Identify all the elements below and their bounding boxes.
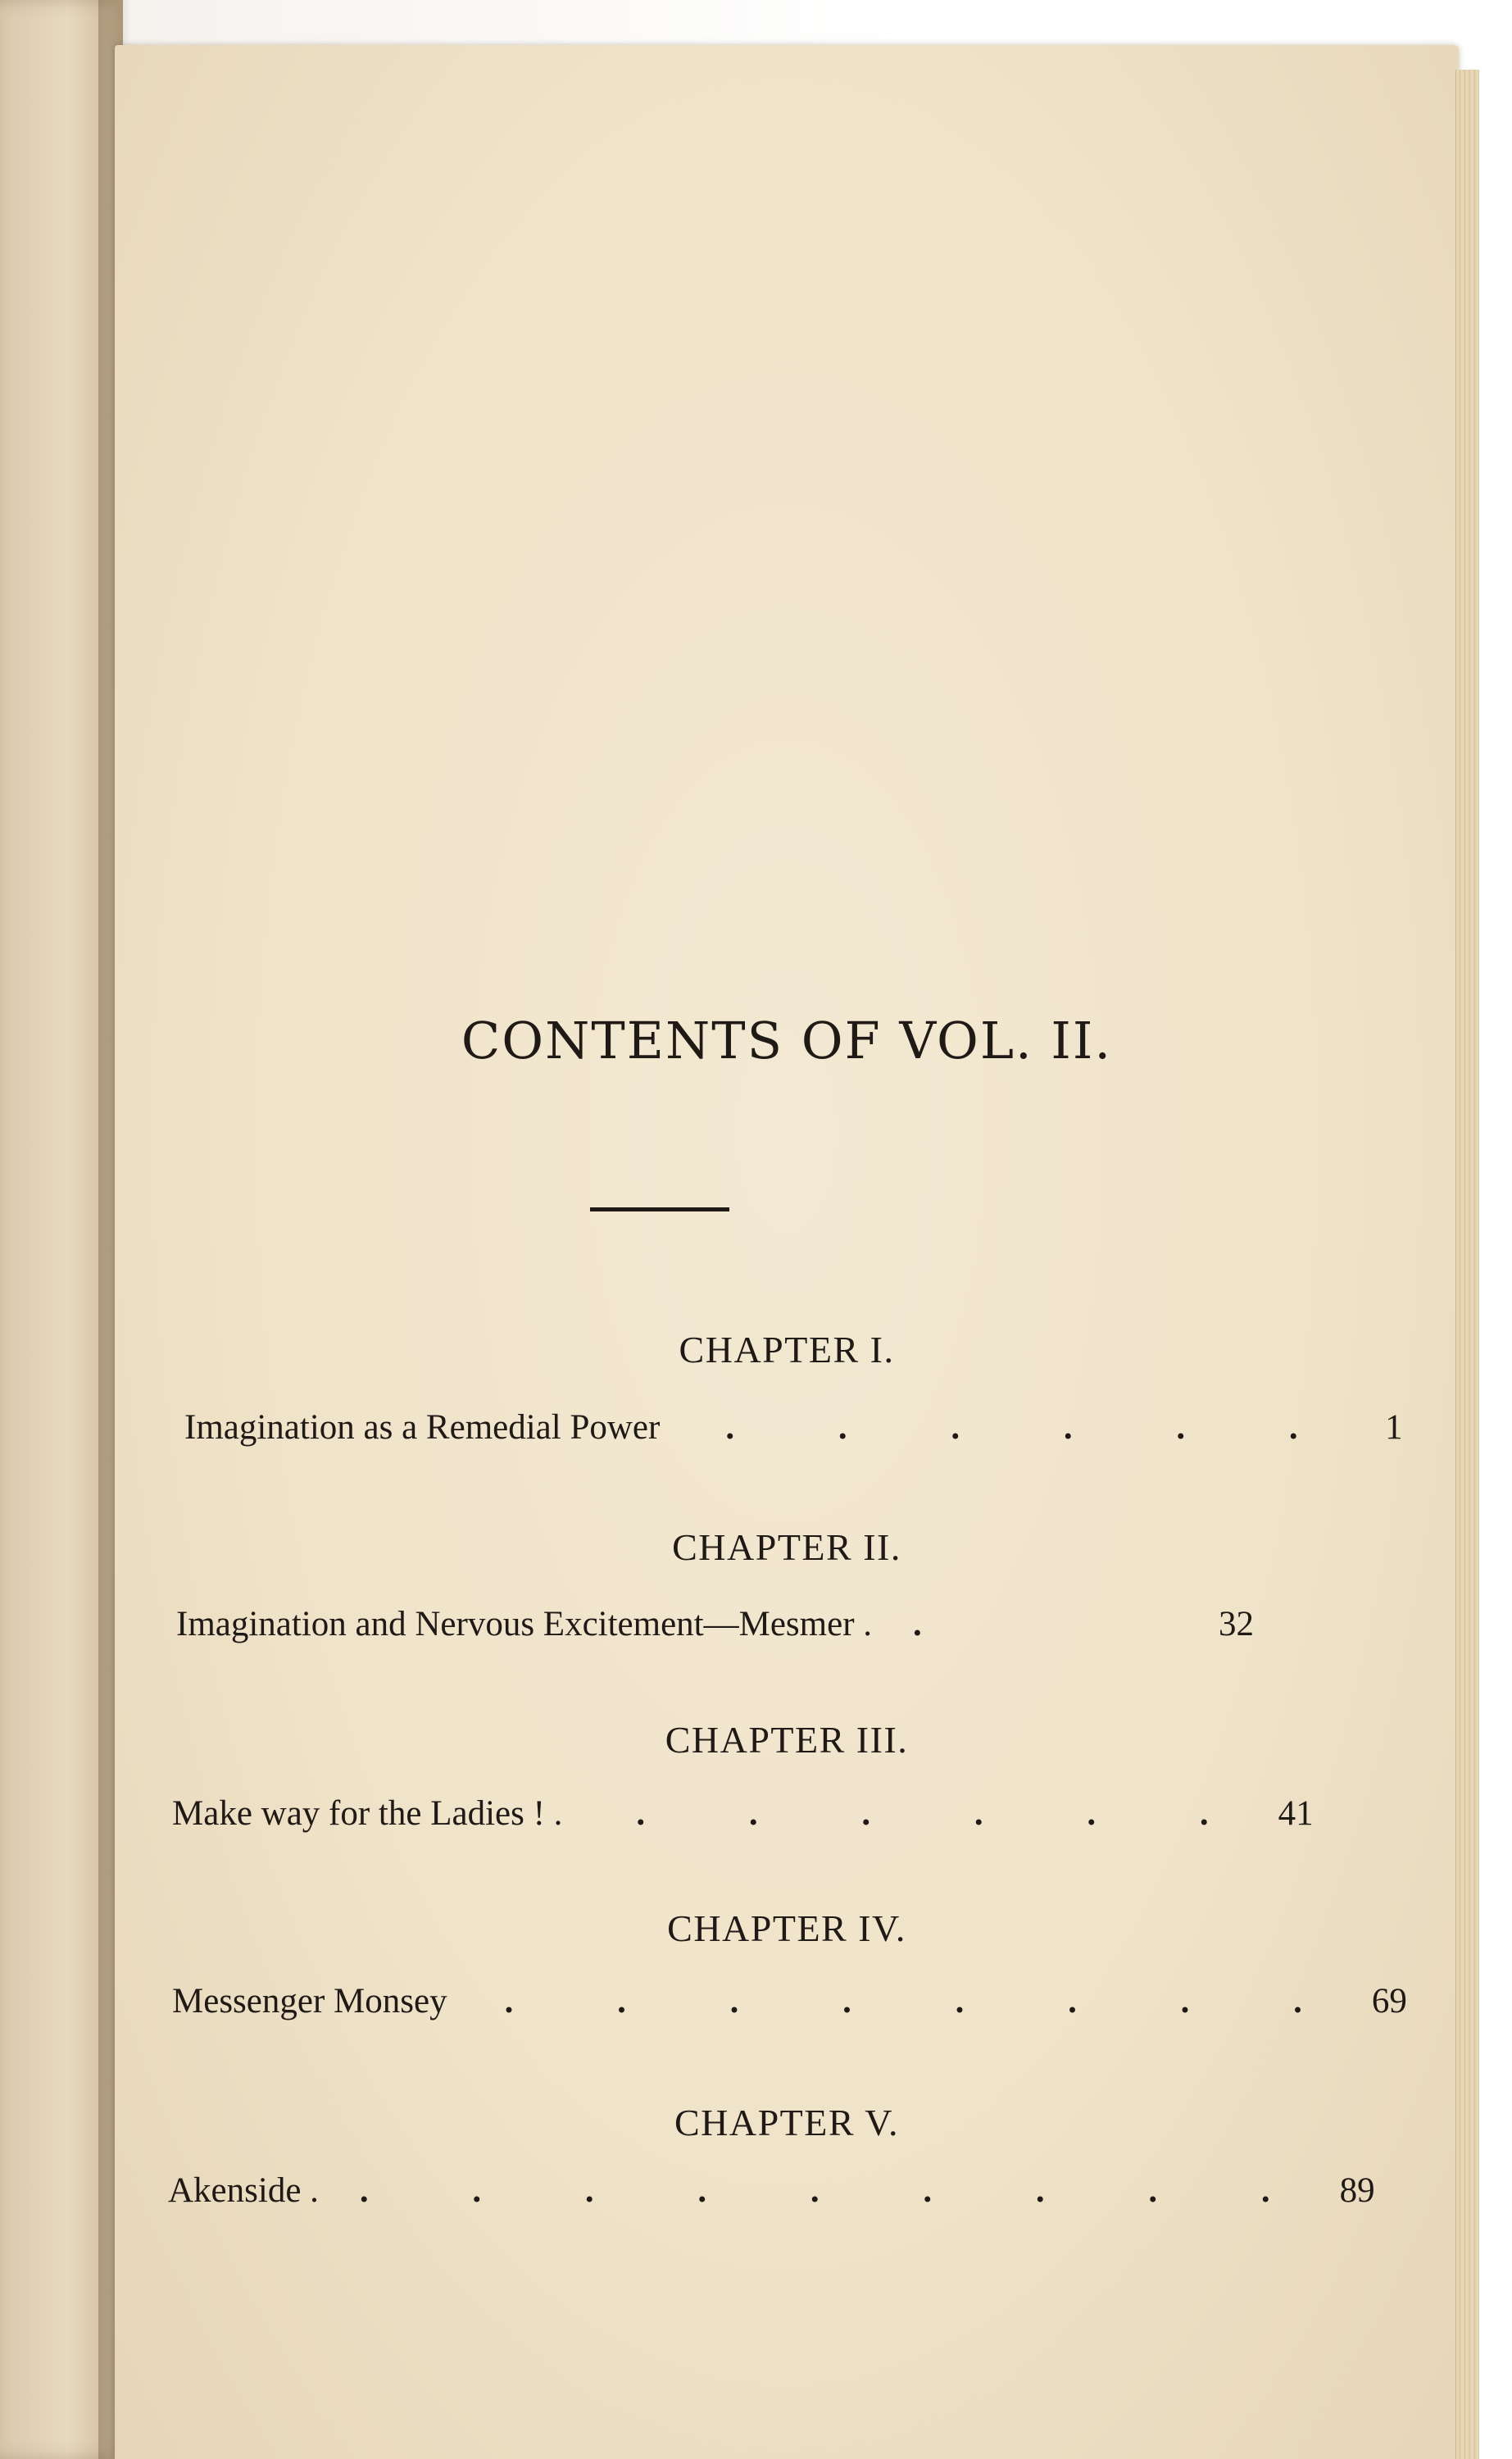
chapter-heading: CHAPTER I. <box>679 1329 895 1370</box>
chapter-heading: CHAPTER IV. <box>667 1907 906 1949</box>
title-rule <box>590 1207 729 1211</box>
toc-entry <box>184 1407 1403 1448</box>
toc-entry <box>176 1604 1254 1644</box>
page-number: 89 <box>1339 2171 1375 2210</box>
contents-page <box>115 45 1459 2459</box>
page-title: CONTENTS OF VOL. II. <box>461 1011 1113 1070</box>
dot-leaders: . . . . . . <box>725 1408 1346 1447</box>
dot-leaders: . <box>913 1605 969 1643</box>
page-number: 32 <box>1219 1605 1254 1643</box>
entry-title: Imagination as a Remedial Power <box>184 1408 661 1447</box>
dot-leaders: . . . . . . <box>636 1794 1256 1833</box>
page-number: 69 <box>1371 1982 1407 2020</box>
chapter-heading: CHAPTER II. <box>672 1526 901 1568</box>
entry-title: Imagination and Nervous Excitement—Mesmer . <box>176 1605 873 1643</box>
page-block-edges <box>1455 70 1479 2459</box>
page-number: 1 <box>1385 1408 1403 1447</box>
dot-leaders: . . . . . . . . . <box>359 2171 1318 2210</box>
entry-title: Messenger Monsey <box>172 1982 447 2020</box>
entry-title: Akenside . <box>168 2171 319 2210</box>
toc-entry <box>172 1793 1314 1834</box>
dot-leaders: . . . . . . . . <box>504 1982 1350 2020</box>
chapter-heading: CHAPTER III. <box>665 1719 909 1761</box>
chapter-heading: CHAPTER V. <box>674 2102 900 2143</box>
toc-entry <box>172 1981 1407 2021</box>
page-number: 41 <box>1278 1794 1314 1833</box>
entry-title: Make way for the Ladies ! . <box>172 1794 563 1833</box>
toc-entry <box>168 2170 1375 2211</box>
